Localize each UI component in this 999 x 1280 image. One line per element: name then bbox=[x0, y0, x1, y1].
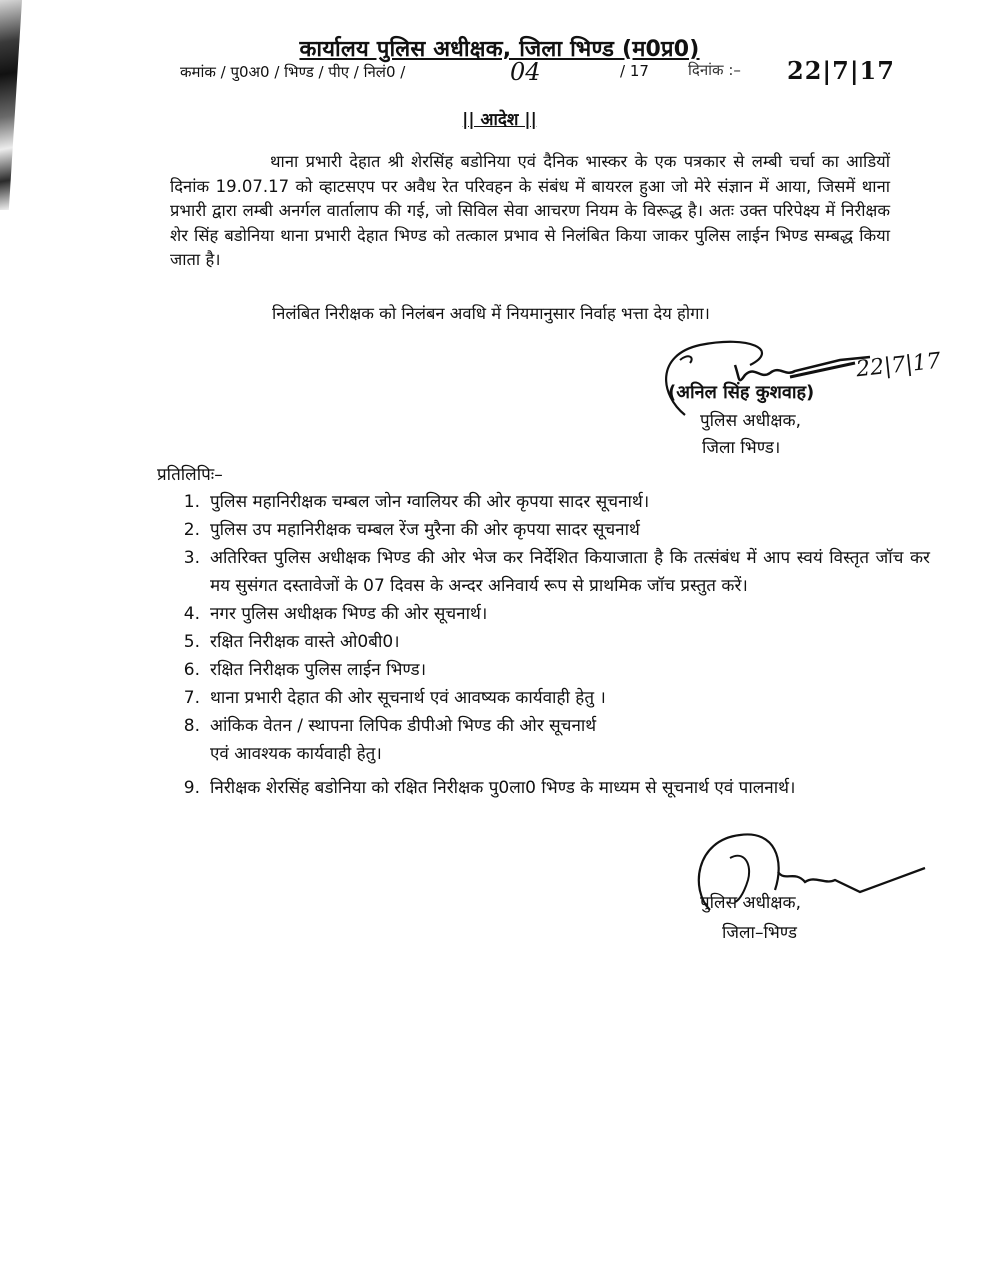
date-label: दिनांक :– bbox=[688, 61, 741, 79]
scanned-page-edge-shadow bbox=[0, 0, 22, 210]
list-item: 6. रक्षित निरीक्षक पुलिस लाईन भिण्ड। bbox=[183, 660, 427, 680]
list-item: 7. थाना प्रभारी देहात की ओर सूचनार्थ एवं आवष्यक कार्यवाही हेतु । bbox=[183, 688, 606, 708]
order-heading: || आदेश || bbox=[462, 110, 537, 130]
office-title: कार्यालय पुलिस अधीक्षक, जिला भिण्ड (म0प्र0) bbox=[299, 37, 700, 62]
list-item: 5. रक्षित निरीक्षक वास्ते ओ0बी0। bbox=[183, 632, 400, 652]
list-item: 3. अतिरिक्त पुलिस अधीक्षक भिण्ड की ओर भेज कर निर्देशित कियाजाता है कि तत्संबंध में आप स्वयं विस्तृत जॉच कर मय सुसंगत दस्तावेजों के 07 दिवस के अन्दर अनिवार्य रूप से प्राथमिक जॉच प्रस्तुत करें। bbox=[183, 548, 930, 596]
list-item: 8. आंकिक वेतन / स्थापना लिपिक डीपीओ भिण्ड की ओर सूचनार्थ एवं आवश्यक कार्यवाही हेतु। bbox=[183, 716, 597, 764]
signatory-designation: पुलिस अधीक्षक, bbox=[700, 893, 801, 913]
signature-block-secondary bbox=[660, 830, 960, 960]
signatory-district: जिला–भिण्ड bbox=[722, 923, 797, 943]
list-item: 1. पुलिस महानिरीक्षक चम्बल जोन ग्वालियर की ओर कृपया सादर सूचनार्थ। bbox=[183, 492, 650, 512]
copy-to-list bbox=[160, 488, 960, 802]
order-paragraph-1: थाना प्रभारी देहात श्री शेरसिंह बडोनिया एवं दैनिक भास्कर के एक पत्रकार से लम्बी चर्चा का आडियों दिनांक 19.07.17 को व्हाटसएप पर अवैध रेत परिवहन के संबंध में बायरल हुआ जो मेरे संज्ञान में आया, जिसमें थाना प्रभारी द्वारा लम्बी अनर्गल वार्तालाप की गई, जो सिविल सेवा आचरण नियम के विरूद्ध है। अतः उक्त परिपेक्ष्य में निरीक्षक शेर सिंह बडोनिया थाना प्रभारी देहात भिण्ड को तत्काल प्रभाव से निलंबित किया जाकर पुलिस लाईन भिण्ड सम्बद्ध किया जाता है। bbox=[170, 152, 890, 269]
signature-block-primary bbox=[640, 335, 980, 465]
list-item: 2. पुलिस उप महानिरीक्षक चम्बल रेंज मुरैना की ओर कृपया सादर सूचनार्थ bbox=[183, 520, 640, 540]
reference-year: / 17 bbox=[620, 62, 649, 80]
signatory-district: जिला भिण्ड। bbox=[702, 438, 781, 458]
list-item: 9. निरीक्षक शेरसिंह बडोनिया को रक्षित निरीक्षक पु0ला0 भिण्ड के माध्यम से सूचनार्थ एवं पालनार्थ। bbox=[183, 778, 796, 798]
signatory-name: (अनिल सिंह कुशवाह) bbox=[668, 382, 815, 403]
copy-to-label: प्रतिलिपिः– bbox=[157, 465, 223, 485]
date-handwritten: 22|7|17 bbox=[787, 56, 895, 85]
signatory-designation: पुलिस अधीक्षक, bbox=[700, 411, 801, 431]
order-paragraph-2: निलंबित निरीक्षक को निलंबन अवधि में नियमानुसार निर्वाह भत्ता देय होगा। bbox=[272, 304, 710, 323]
reference-number-handwritten: 04 bbox=[510, 58, 541, 86]
reference-number-prefix: कमांक / पु0अ0 / भिण्ड / पीए / निलं0 / bbox=[180, 63, 406, 81]
signature-date-handwritten: 22|7|17 bbox=[854, 348, 942, 383]
list-item: 4. नगर पुलिस अधीक्षक भिण्ड की ओर सूचनार्थ। bbox=[183, 604, 488, 624]
